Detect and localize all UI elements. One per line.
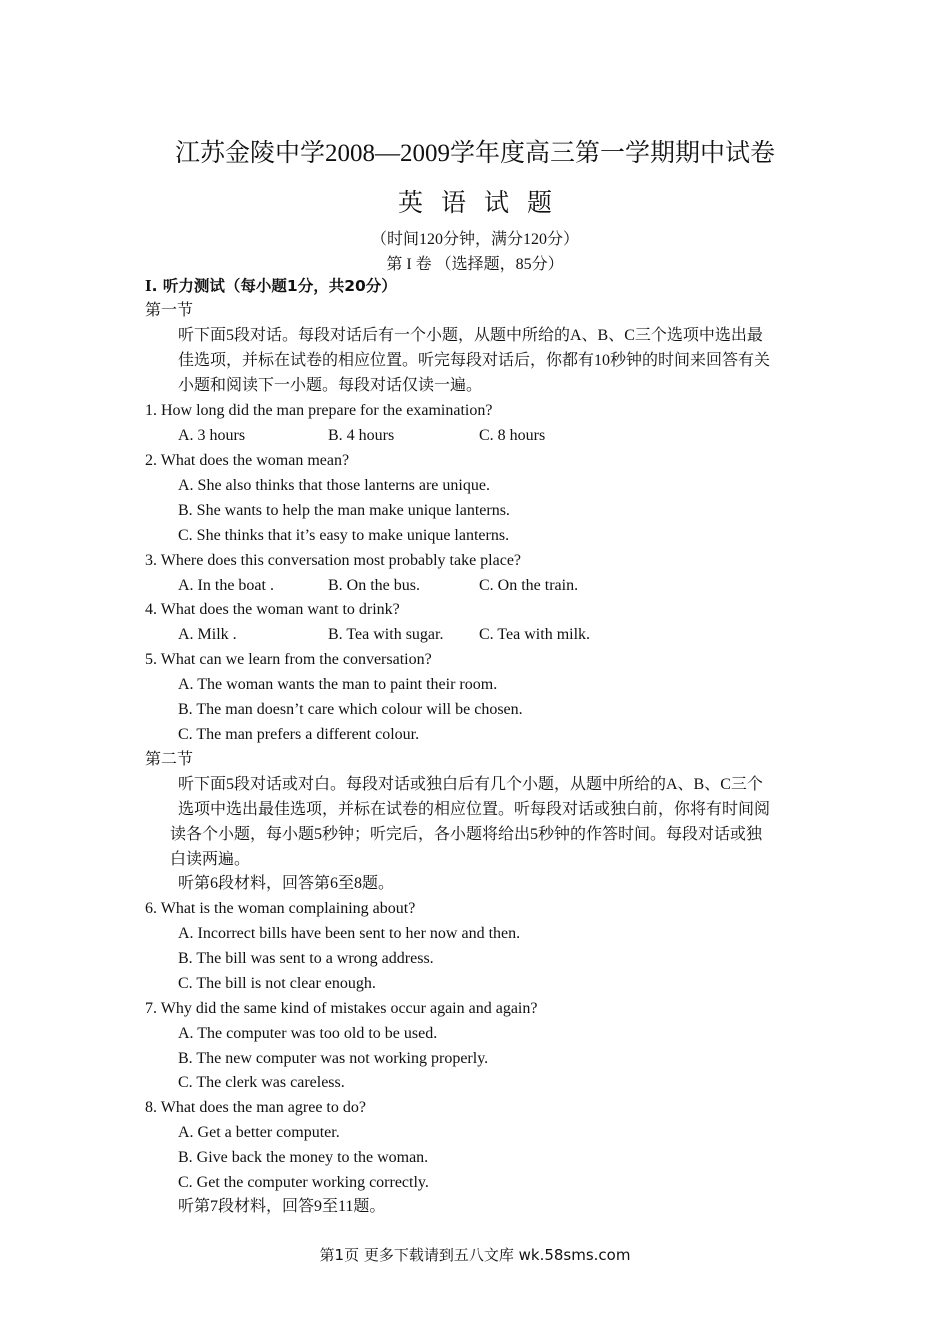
option-b: B. She wants to help the man make unique lanterns. [178,502,510,519]
section2-label: 第二节 [145,751,194,768]
option-a: A. In the boat . [178,577,274,594]
question-stem: 2. What does the woman mean? [145,452,350,469]
page-footer: 第1页 更多下载请到五八文库 wk.58sms.com [319,1246,631,1264]
option-a: A. 3 hours [178,427,246,444]
option-b: B. 4 hours [328,427,395,444]
question-stem: 4. What does the woman want to drink? [145,601,400,618]
option-b: B. The man doesn’t care which colour will be chosen. [178,701,523,718]
option-a: A. The computer was too old to be used. [178,1025,438,1042]
section1-label: 第一节 [145,302,194,319]
option-a: A. Incorrect bills have been sent to her now and then. [178,925,521,942]
question-stem: 6. What is the woman complaining about? [145,900,416,917]
option-c: C. The man prefers a different colour. [178,726,420,743]
option-a: A. Get a better computer. [178,1124,340,1141]
section1-instruction-line: 佳选项，并标在试卷的相应位置。听完每段对话后，你都有10秒钟的时间来回答有关 [178,352,771,369]
section1-instruction-line: 小题和阅读下一小题。每段对话仅读一遍。 [178,377,483,394]
section2-instruction-line: 听下面5段对话或对白。每段对话或独白后有几个小题，从题中所给的A、B、C三个 [178,776,763,793]
option-c: C. The bill is not clear enough. [178,975,376,992]
section2-instruction-line: 白读两遍。 [170,851,251,868]
exam-subtitle: 英语试题 [397,190,570,217]
option-a: A. The woman wants the man to paint their room. [178,676,498,693]
time-info: （时间120分钟，满分120分） [370,231,579,248]
option-row [0,426,950,446]
option-c: C. She thinks that it’s easy to make unique lanterns. [178,527,510,544]
exam-title: 江苏金陵中学2008—2009学年度高三第一学期期中试卷 [174,140,775,167]
part1-numeral: I [145,276,152,295]
material-intro: 听第6段材料，回答第6至8题。 [178,875,395,892]
option-a: A. She also thinks that those lanterns are unique. [178,477,490,494]
material-intro: 听第7段材料，回答9至11题。 [178,1198,386,1215]
question-stem: 8. What does the man agree to do? [145,1099,366,1116]
question-stem: 7. Why did the same kind of mistakes occur again and again? [145,1000,538,1017]
option-row [0,625,950,645]
option-b: B. Tea with sugar. [328,626,444,643]
question-stem: 5. What can we learn from the conversation? [145,651,432,668]
option-b: B. The new computer was not working properly. [178,1050,489,1067]
question-stem: 1. How long did the man prepare for the examination? [145,402,493,419]
option-c: C. 8 hours [479,427,546,444]
option-c: C. Get the computer working correctly. [178,1174,429,1191]
section2-instruction-line: 读各个小题，每小题5秒钟；听完后，各小题将给出5秒钟的作答时间。每段对话或独 [170,826,763,843]
option-row [0,576,950,596]
option-b: B. The bill was sent to a wrong address. [178,950,434,967]
option-b: B. On the bus. [328,577,420,594]
option-c: C. On the train. [479,577,579,594]
volume-info: 第 I 卷 （选择题，85分） [386,256,564,273]
part1-heading [145,276,397,297]
option-a: A. Milk . [178,626,237,643]
part1-heading-text: . 听力测试（每小题1分，共20分） [151,277,397,295]
question-stem: 3. Where does this conversation most probably take place? [145,552,522,569]
section2-instruction-line: 选项中选出最佳选项，并标在试卷的相应位置。听每段对话或独白前，你将有时间阅 [178,801,771,818]
option-c: C. Tea with milk. [479,626,591,643]
option-c: C. The clerk was careless. [178,1074,345,1091]
option-b: B. Give back the money to the woman. [178,1149,429,1166]
section1-instruction-line: 听下面5段对话。每段对话后有一个小题，从题中所给的A、B、C三个选项中选出最 [178,327,763,344]
